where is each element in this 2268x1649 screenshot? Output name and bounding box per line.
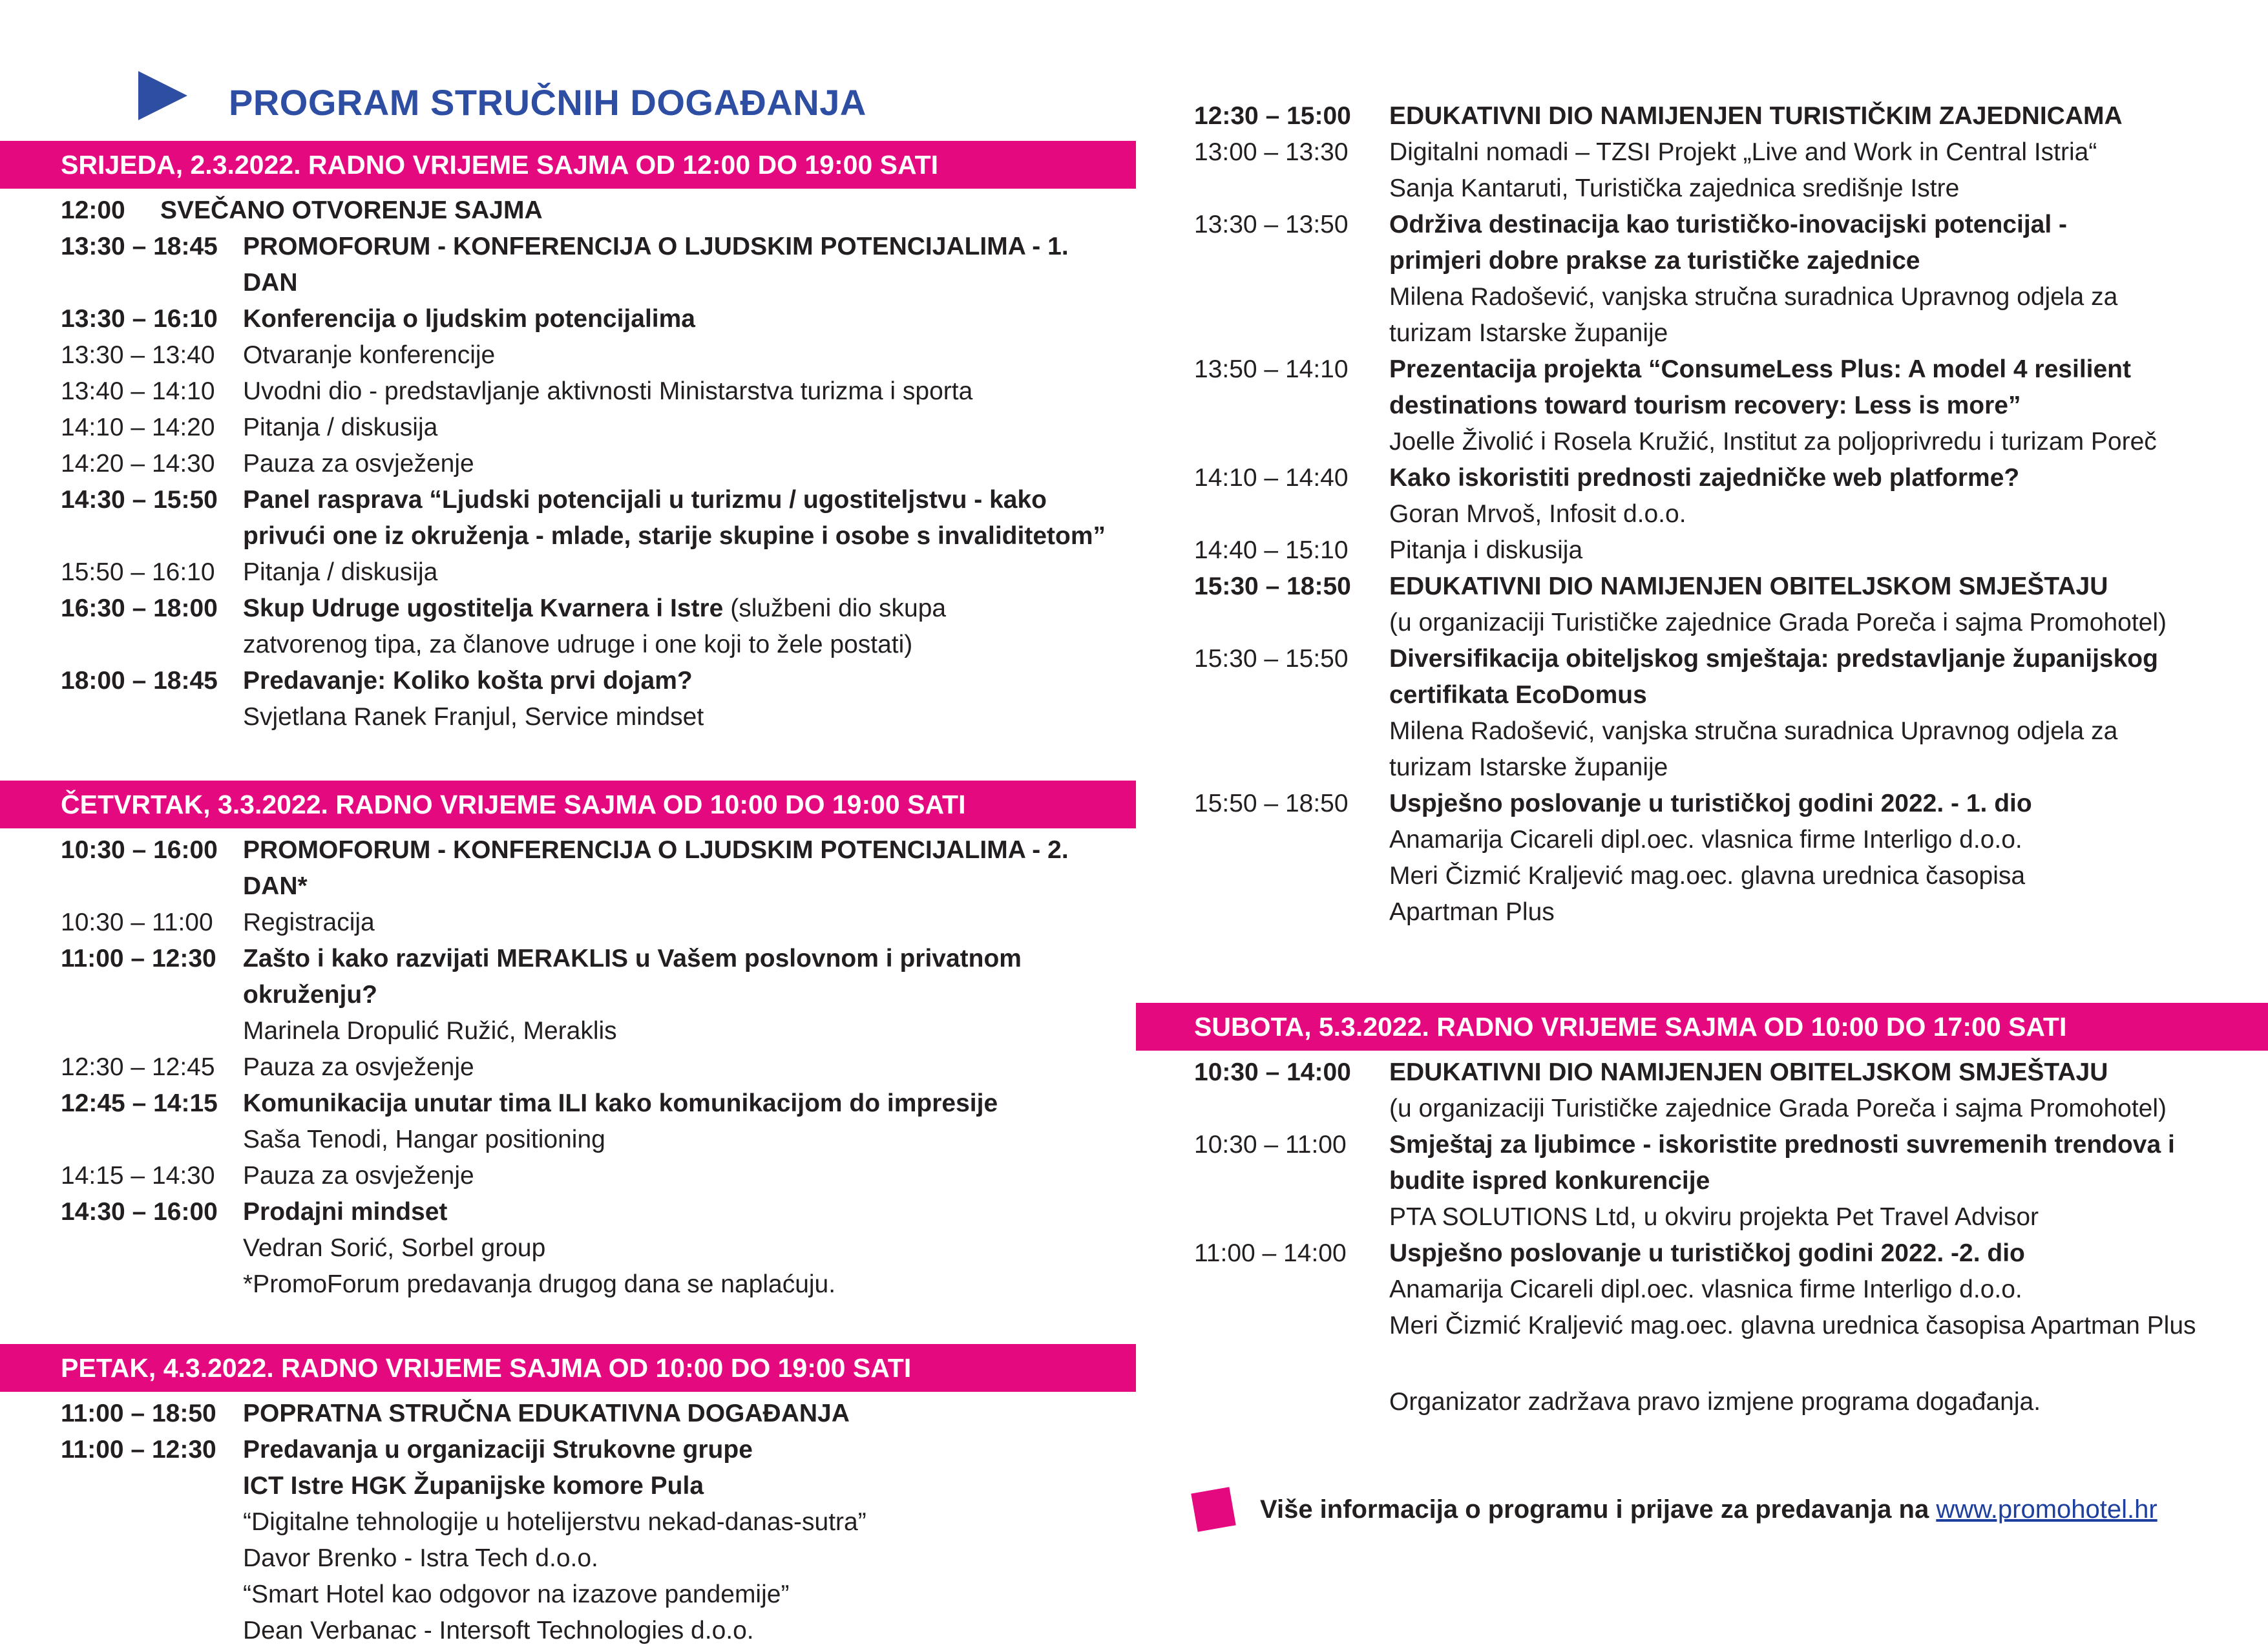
schedule-row (0, 905, 1136, 941)
time-slot (1136, 1308, 1389, 1344)
schedule-row (1136, 1055, 2268, 1091)
time-slot (0, 1122, 243, 1158)
event-text: privući one iz okruženja - mlade, starije skupine i osobe s invaliditetom” (243, 522, 1106, 550)
schedule-row (0, 627, 1136, 663)
event-text: Davor Brenko - Istra Tech d.o.o. (243, 1544, 598, 1572)
time-slot (0, 518, 243, 554)
time-slot (0, 699, 243, 735)
schedule-row (1136, 605, 2268, 641)
event-text: Otvaranje konferencije (243, 341, 496, 369)
event-text: ICT Istre HGK Županijske komore Pula (243, 1472, 704, 1500)
event-text: certifikata EcoDomus (1389, 681, 1647, 709)
event-text: Konferencija o ljudskim potencijalima (243, 305, 696, 333)
event-text: Uspješno poslovanje u turističkoj godini 2022. - 1. dio (1389, 790, 2032, 817)
schedule-row (1136, 315, 2268, 352)
event-text: EDUKATIVNI DIO NAMIJENJEN OBITELJSKOM SMJEŠTAJU (1389, 572, 2108, 600)
time-slot (1136, 713, 1389, 750)
schedule-row (0, 229, 1136, 301)
schedule-row (1136, 1091, 2268, 1127)
schedule-row (1136, 858, 2268, 894)
event-text: Panel rasprava “Ljudski potencijali u turizmu / ugostiteljstvu - kako (243, 486, 1047, 514)
time-slot (1136, 1163, 1389, 1199)
schedule-row (1136, 496, 2268, 532)
schedule-friday (0, 1392, 1136, 1649)
schedule-saturday (1136, 1051, 2268, 1344)
event-text: POPRATNA STRUČNA EDUKATIVNA DOGAĐANJA (243, 1400, 850, 1427)
schedule-row (0, 1230, 1136, 1266)
schedule-row (1136, 171, 2268, 207)
schedule-row (1136, 1235, 2268, 1272)
magenta-square-icon (1191, 1487, 1236, 1532)
time-slot (0, 1504, 243, 1540)
time-slot: 18:00 – 18:45 (61, 667, 218, 695)
page-title: PROGRAM STRUČNIH DOGAĐANJA (229, 82, 866, 123)
schedule-row (0, 301, 1136, 337)
website-link[interactable]: www.promohotel.hr (1936, 1495, 2158, 1524)
event-text: Goran Mrvoš, Infosit d.o.o. (1389, 500, 1686, 528)
time-slot: 13:30 – 13:40 (61, 341, 215, 369)
event-text: Svjetlana Ranek Franjul, Service mindset (243, 703, 704, 731)
time-slot (1136, 388, 1389, 424)
time-slot: 10:30 – 11:00 (1194, 1131, 1347, 1159)
schedule-row (0, 1504, 1136, 1540)
time-slot: 13:00 – 13:30 (1194, 138, 1349, 166)
event-text: Joelle Živolić i Rosela Kružić, Institut za poljoprivredu i turizam Poreč (1389, 428, 2157, 456)
time-slot (0, 1613, 243, 1649)
event-text: Sanja Kantaruti, Turistička zajednica središnje Istre (1389, 174, 1960, 202)
schedule-row (1136, 1127, 2268, 1163)
time-slot: 11:00 – 12:30 (61, 945, 216, 972)
time-slot: 11:00 – 14:00 (1194, 1239, 1347, 1267)
schedule-row (1136, 460, 2268, 496)
time-slot (1136, 605, 1389, 641)
event-text: Zašto i kako razvijati MERAKLIS u Vašem poslovnom i privatnom okruženju? (243, 945, 1022, 1009)
event-text: Pauza za osvježenje (243, 450, 474, 478)
time-slot (0, 1540, 243, 1577)
event-text: turizam Istarske županije (1389, 319, 1668, 347)
time-slot: 16:30 – 18:00 (61, 594, 218, 622)
schedule-row (1136, 424, 2268, 460)
event-text: Prodajni mindset (243, 1198, 448, 1226)
schedule-row (1136, 1384, 2268, 1420)
time-slot (1136, 424, 1389, 460)
time-slot: 10:30 – 16:00 (61, 836, 218, 864)
footer (1194, 1490, 2158, 1529)
time-slot: 14:30 – 15:50 (61, 486, 218, 514)
time-slot (1136, 496, 1389, 532)
schedule-row (0, 1194, 1136, 1230)
time-slot (0, 1577, 243, 1613)
event-text: PROMOFORUM - KONFERENCIJA O LJUDSKIM POTENCIJALIMA - 1. DAN (243, 233, 1069, 297)
schedule-row (1136, 532, 2268, 569)
time-slot (1136, 315, 1389, 352)
schedule-row (1136, 677, 2268, 713)
event-text: Pitanja i diskusija (1389, 536, 1583, 564)
right-column (1136, 94, 2268, 1420)
time-slot (1136, 1091, 1389, 1127)
time-slot (1136, 171, 1389, 207)
schedule-row (0, 1049, 1136, 1086)
schedule-row (0, 941, 1136, 1013)
event-text: PROMOFORUM - KONFERENCIJA O LJUDSKIM POTENCIJALIMA - 2. DAN* (243, 836, 1069, 900)
time-slot: 13:30 – 13:50 (1194, 211, 1349, 238)
organizer-note: Organizator zadržava pravo izmjene programa događanja. (1389, 1388, 2041, 1416)
event-text: Predavanje: Koliko košta prvi dojam? (243, 667, 693, 695)
event-text: destinations toward tourism recovery: Less is more” (1389, 392, 2021, 419)
event-text: Pitanja / diskusija (243, 414, 438, 441)
schedule-row (0, 482, 1136, 518)
schedule-row (0, 1432, 1136, 1468)
schedule-row (0, 1086, 1136, 1122)
footnote-text: *PromoForum predavanja drugog dana se naplaćuju. (243, 1270, 836, 1298)
schedule-wednesday (0, 189, 1136, 735)
schedule-row (0, 554, 1136, 591)
time-slot (0, 1013, 243, 1049)
time-slot: 11:00 – 12:30 (61, 1436, 216, 1464)
footer-text (1260, 1495, 2158, 1524)
schedule-row (1136, 641, 2268, 677)
event-text: turizam Istarske županije (1389, 753, 1668, 781)
organizer-note-row (1136, 1380, 2268, 1420)
time-slot (0, 1230, 243, 1266)
event-text: Komunikacija unutar tima ILI kako komunikacijom do impresije (243, 1089, 998, 1117)
event-text: (u organizaciji Turističke zajednice Grada Poreča i sajma Promohotel) (1389, 609, 2167, 636)
event-text: Apartman Plus (1389, 898, 1555, 926)
event-text: Pitanja / diskusija (243, 558, 438, 586)
schedule-row (0, 663, 1136, 699)
event-text: SVEČANO OTVORENJE SAJMA (160, 196, 543, 224)
schedule-row (1136, 713, 2268, 750)
time-slot: 11:00 – 18:50 (61, 1400, 216, 1427)
event-text: Digitalni nomadi – TZSI Projekt „Live and Work in Central Istria“ (1389, 138, 2097, 166)
footer-info-text: Više informacija o programu i prijave za predavanja na (1260, 1495, 1937, 1524)
time-slot: 13:40 – 14:10 (61, 377, 215, 405)
schedule-row (0, 373, 1136, 410)
event-text: budite ispred konkurencije (1389, 1167, 1710, 1195)
time-slot: 12:30 – 12:45 (61, 1053, 215, 1081)
event-text: “Digitalne tehnologije u hotelijerstvu nekad-danas-sutra” (243, 1508, 866, 1536)
event-text: Prezentacija projekta “ConsumeLess Plus: A model 4 resilient (1389, 355, 2131, 383)
time-slot: 12:00 (61, 196, 125, 224)
day-header-wednesday: SRIJEDA, 2.3.2022. RADNO VRIJEME SAJMA OD 12:00 DO 19:00 SATI (0, 141, 1136, 189)
schedule-row (0, 832, 1136, 905)
time-slot: 14:15 – 14:30 (61, 1162, 215, 1190)
event-text: Meri Čizmić Kraljević mag.oec. glavna urednica časopisa (1389, 862, 2026, 890)
time-slot (1136, 750, 1389, 786)
event-text: (u organizaciji Turističke zajednice Grada Poreča i sajma Promohotel) (1389, 1095, 2167, 1122)
schedule-row (1136, 1199, 2268, 1235)
event-text: Diversifikacija obiteljskog smještaja: predstavljanje županijskog (1389, 645, 2158, 673)
schedule-row (1136, 822, 2268, 858)
time-slot: 15:30 – 15:50 (1194, 645, 1349, 673)
left-column (0, 141, 1136, 1649)
schedule-row (1136, 1163, 2268, 1199)
time-slot: 13:50 – 14:10 (1194, 355, 1349, 383)
schedule-row (1136, 243, 2268, 279)
time-slot: 13:30 – 16:10 (61, 305, 218, 333)
time-slot (1136, 1199, 1389, 1235)
schedule-row (0, 1577, 1136, 1613)
time-slot: 14:30 – 16:00 (61, 1198, 218, 1226)
event-text: Meri Čizmić Kraljević mag.oec. glavna urednica časopisa Apartman Plus (1389, 1312, 2196, 1339)
event-text: zatvorenog tipa, za članove udruge i one koji to žele postati) (243, 631, 913, 658)
schedule-row (1136, 1308, 2268, 1344)
time-slot (1136, 677, 1389, 713)
time-slot: 15:50 – 16:10 (61, 558, 215, 586)
time-slot: 14:10 – 14:40 (1194, 464, 1349, 492)
schedule-row (1136, 1272, 2268, 1308)
time-slot (0, 1468, 243, 1504)
event-text: Marinela Dropulić Ružić, Meraklis (243, 1017, 617, 1045)
time-slot (1136, 279, 1389, 315)
event-text-rest: (službeni dio skupa (723, 594, 947, 622)
schedule-row (1136, 569, 2268, 605)
time-slot: 15:50 – 18:50 (1194, 790, 1349, 817)
event-text: EDUKATIVNI DIO NAMIJENJEN TURISTIČKIM ZAJEDNICAMA (1389, 102, 2123, 130)
time-slot: 10:30 – 14:00 (1194, 1058, 1351, 1086)
event-text (243, 591, 1136, 627)
event-text: EDUKATIVNI DIO NAMIJENJEN OBITELJSKOM SMJEŠTAJU (1389, 1058, 2108, 1086)
event-text: Registracija (243, 909, 375, 936)
schedule-row (0, 410, 1136, 446)
time-slot (0, 627, 243, 663)
schedule-row (0, 1013, 1136, 1049)
event-text: Pauza za osvježenje (243, 1053, 474, 1081)
schedule-row (1136, 388, 2268, 424)
time-slot (1136, 858, 1389, 894)
event-text: Milena Radošević, vanjska stručna suradnica Upravnog odjela za (1389, 283, 2118, 311)
logo-triangle-icon (138, 71, 187, 120)
schedule-row (1136, 352, 2268, 388)
event-text: Uvodni dio - predstavljanje aktivnosti Ministarstva turizma i sporta (243, 377, 973, 405)
time-slot (1136, 1272, 1389, 1308)
event-text: Pauza za osvježenje (243, 1162, 474, 1190)
time-slot: 10:30 – 11:00 (61, 909, 213, 936)
schedule-row (0, 1122, 1136, 1158)
time-slot: 15:30 – 18:50 (1194, 572, 1351, 600)
event-text: Kako iskoristiti prednosti zajedničke web platforme? (1389, 464, 2020, 492)
time-slot (1136, 894, 1389, 930)
schedule-row (0, 1266, 1136, 1303)
day-header-friday: PETAK, 4.3.2022. RADNO VRIJEME SAJMA OD 10:00 DO 19:00 SATI (0, 1344, 1136, 1392)
event-text: Održiva destinacija kao turističko-inovacijski potencijal - (1389, 211, 2068, 238)
schedule-row (0, 337, 1136, 373)
time-slot: 14:10 – 14:20 (61, 414, 215, 441)
event-text: Uspješno poslovanje u turističkoj godini 2022. -2. dio (1389, 1239, 2025, 1267)
day-header-thursday: ČETVRTAK, 3.3.2022. RADNO VRIJEME SAJMA OD 10:00 DO 19:00 SATI (0, 781, 1136, 828)
time-slot: 12:30 – 15:00 (1194, 102, 1351, 130)
schedule-row (0, 1396, 1136, 1432)
schedule-row (1136, 98, 2268, 134)
schedule-row (0, 591, 1136, 627)
time-slot (1136, 822, 1389, 858)
event-text: Smještaj za ljubimce - iskoristite prednosti suvremenih trendova i (1389, 1131, 2175, 1159)
time-slot: 13:30 – 18:45 (61, 233, 218, 260)
schedule-row (1136, 134, 2268, 171)
schedule-row (1136, 279, 2268, 315)
event-text: PTA SOLUTIONS Ltd, u okviru projekta Pet Travel Advisor (1389, 1203, 2039, 1231)
schedule-row (0, 699, 1136, 735)
schedule-row (0, 193, 1136, 229)
schedule-row (0, 446, 1136, 482)
event-text: Anamarija Cicareli dipl.oec. vlasnica firme Interligo d.o.o. (1389, 1276, 2022, 1303)
time-slot (1136, 243, 1389, 279)
time-slot: 14:20 – 14:30 (61, 450, 215, 478)
schedule-row (0, 1468, 1136, 1504)
time-slot: 12:45 – 14:15 (61, 1089, 218, 1117)
day-header-saturday: SUBOTA, 5.3.2022. RADNO VRIJEME SAJMA OD 10:00 DO 17:00 SATI (1136, 1003, 2268, 1051)
schedule-friday-continued (1136, 94, 2268, 930)
schedule-row (1136, 786, 2268, 822)
event-text: Anamarija Cicareli dipl.oec. vlasnica firme Interligo d.o.o. (1389, 826, 2022, 854)
time-slot (0, 1266, 243, 1303)
event-text: primjeri dobre prakse za turističke zajednice (1389, 247, 1920, 275)
event-text-bold: Skup Udruge ugostitelja Kvarnera i Istre (243, 594, 724, 622)
schedule-row (1136, 207, 2268, 243)
schedule-row (0, 1613, 1136, 1649)
event-text: Milena Radošević, vanjska stručna suradnica Upravnog odjela za (1389, 717, 2118, 745)
schedule-row (0, 1540, 1136, 1577)
event-text: Dean Verbanac - Intersoft Technologies d.o.o. (243, 1617, 754, 1644)
event-text: “Smart Hotel kao odgovor na izazove pandemije” (243, 1581, 790, 1608)
event-text: Vedran Sorić, Sorbel group (243, 1234, 546, 1262)
schedule-row (1136, 750, 2268, 786)
schedule-row (0, 1158, 1136, 1194)
event-text: Predavanja u organizaciji Strukovne grupe (243, 1436, 753, 1464)
event-text: Saša Tenodi, Hangar positioning (243, 1126, 605, 1153)
schedule-row (0, 518, 1136, 554)
schedule-row (1136, 894, 2268, 930)
schedule-thursday (0, 828, 1136, 1303)
time-slot: 14:40 – 15:10 (1194, 536, 1349, 564)
